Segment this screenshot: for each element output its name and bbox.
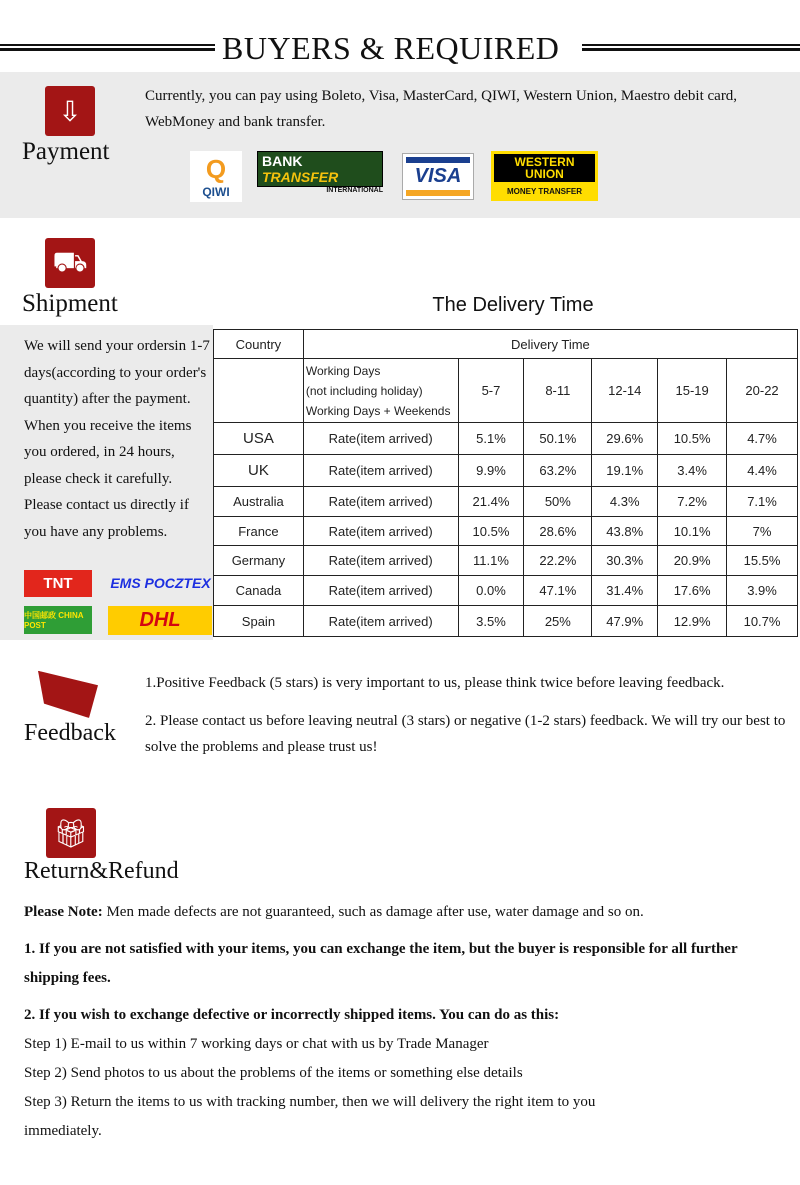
rate-value-cell: 7.2% bbox=[658, 487, 727, 517]
feedback-title: Feedback bbox=[24, 720, 116, 746]
page-header bbox=[0, 14, 800, 64]
feedback-point-2: 2. Please contact us before leaving neutral (3 stars) or negative (1-2 stars) feedback. We will try our best to solve the problems and please trust us! bbox=[145, 713, 786, 755]
rate-value-cell: 28.6% bbox=[524, 517, 592, 546]
rate-value-cell: 10.1% bbox=[658, 517, 727, 546]
header-rule-left bbox=[0, 44, 215, 51]
rate-value-cell: 63.2% bbox=[524, 455, 592, 487]
rate-value-cell: 50% bbox=[524, 487, 592, 517]
refund-point-2: 2. If you wish to exchange defective or incorrectly shipped items. You can do as this: bbox=[24, 1007, 560, 1023]
shipment-left-panel bbox=[0, 325, 213, 640]
refund-body bbox=[24, 898, 744, 1146]
table-row bbox=[214, 423, 798, 455]
qiwi-logo: Q QIWI bbox=[190, 151, 242, 202]
rate-label-cell: Rate(item arrived) bbox=[303, 606, 458, 637]
table-row bbox=[214, 487, 798, 517]
payment-section bbox=[0, 72, 800, 218]
rate-value-cell: 7% bbox=[727, 517, 798, 546]
country-cell: Germany bbox=[214, 546, 304, 576]
rate-value-cell: 11.1% bbox=[458, 546, 524, 576]
shipment-text: We will send your ordersin 1-7 days(according to your order's quantity) after the payment. When you receive the items you ordered, in 24 hours, please check it carefully. Please contact us directly if you have any problems. bbox=[24, 338, 210, 540]
rate-value-cell: 5.1% bbox=[458, 423, 524, 455]
rate-value-cell: 21.4% bbox=[458, 487, 524, 517]
rate-value-cell: 47.9% bbox=[592, 606, 658, 637]
table-row bbox=[214, 546, 798, 576]
rate-value-cell: 31.4% bbox=[592, 576, 658, 606]
dhl-logo: DHL bbox=[108, 606, 212, 635]
refund-step-3: Step 3) Return the items to us with tracking number, then we will delivery the right item to you immediately. bbox=[24, 1094, 596, 1139]
payment-title: Payment bbox=[22, 138, 110, 165]
shipment-title: Shipment bbox=[22, 290, 118, 317]
working-days-cell: Working Days (not including holiday) Working Days + Weekends bbox=[303, 359, 458, 423]
country-cell: Spain bbox=[214, 606, 304, 637]
download-tray-icon: ⇩ bbox=[45, 86, 95, 136]
ems-logo: EMS POCZTEX bbox=[110, 575, 211, 591]
visa-logo: VISA bbox=[402, 153, 474, 200]
china-post-logo: 中国邮政 CHINA POST bbox=[24, 606, 92, 634]
country-cell: France bbox=[214, 517, 304, 546]
refund-note: Please Note: Men made defects are not guaranteed, such as damage after use, water damage and so on. bbox=[24, 904, 644, 920]
delivery-truck-icon: ⛟ bbox=[45, 238, 95, 288]
rate-value-cell: 47.1% bbox=[524, 576, 592, 606]
table-row bbox=[214, 606, 798, 637]
rate-label-cell: Rate(item arrived) bbox=[303, 423, 458, 455]
rate-value-cell: 15.5% bbox=[727, 546, 798, 576]
table-row bbox=[214, 455, 798, 487]
rate-value-cell: 19.1% bbox=[592, 455, 658, 487]
rate-value-cell: 22.2% bbox=[524, 546, 592, 576]
refund-point-1: 1. If you are not satisfied with your items, you can exchange the item, but the buyer is responsible for all further shipping fees. bbox=[24, 941, 738, 986]
flag-icon bbox=[38, 671, 98, 719]
refund-step-1: Step 1) E-mail to us within 7 working days or chat with us by Trade Manager bbox=[24, 1036, 489, 1052]
rate-value-cell: 20.9% bbox=[658, 546, 727, 576]
country-cell: Australia bbox=[214, 487, 304, 517]
rate-value-cell: 0.0% bbox=[458, 576, 524, 606]
rate-value-cell: 9.9% bbox=[458, 455, 524, 487]
range-header: 5-7 bbox=[458, 359, 524, 423]
gift-icon: 🎁︎ bbox=[46, 808, 96, 858]
rate-value-cell: 3.9% bbox=[727, 576, 798, 606]
rate-value-cell: 25% bbox=[524, 606, 592, 637]
feedback-point-1: 1.Positive Feedback (5 stars) is very important to us, please think twice before leaving feedback. bbox=[145, 675, 725, 691]
refund-title: Return&Refund bbox=[24, 858, 179, 884]
range-header: 20-22 bbox=[727, 359, 798, 423]
rate-label-cell: Rate(item arrived) bbox=[303, 546, 458, 576]
range-header: 15-19 bbox=[658, 359, 727, 423]
country-cell: UK bbox=[214, 455, 304, 487]
rate-label-cell: Rate(item arrived) bbox=[303, 487, 458, 517]
tnt-logo: TNT bbox=[24, 570, 92, 597]
western-union-logo: WESTERN UNION MONEY TRANSFER bbox=[491, 151, 598, 201]
country-cell: Canada bbox=[214, 576, 304, 606]
bank-transfer-logo: BANK TRANSFER INTERNATIONAL bbox=[257, 154, 383, 190]
header-rule-right bbox=[582, 44, 800, 51]
rate-value-cell: 43.8% bbox=[592, 517, 658, 546]
empty-cell bbox=[214, 359, 304, 423]
rate-value-cell: 29.6% bbox=[592, 423, 658, 455]
rate-value-cell: 7.1% bbox=[727, 487, 798, 517]
rate-label-cell: Rate(item arrived) bbox=[303, 455, 458, 487]
table-row bbox=[214, 576, 798, 606]
rate-label-cell: Rate(item arrived) bbox=[303, 576, 458, 606]
delivery-table-title: The Delivery Time bbox=[432, 294, 594, 316]
rate-value-cell: 3.4% bbox=[658, 455, 727, 487]
delivery-time-header: Delivery Time bbox=[303, 330, 797, 359]
table-row bbox=[214, 517, 798, 546]
rate-value-cell: 10.5% bbox=[458, 517, 524, 546]
country-cell: USA bbox=[214, 423, 304, 455]
rate-value-cell: 3.5% bbox=[458, 606, 524, 637]
delivery-time-table bbox=[213, 329, 798, 637]
rate-value-cell: 4.7% bbox=[727, 423, 798, 455]
refund-step-2: Step 2) Send photos to us about the problems of the items or something else details bbox=[24, 1065, 523, 1081]
rate-value-cell: 10.7% bbox=[727, 606, 798, 637]
page-title: BUYERS & REQUIRED bbox=[222, 30, 560, 66]
rate-value-cell: 10.5% bbox=[658, 423, 727, 455]
rate-value-cell: 17.6% bbox=[658, 576, 727, 606]
country-header: Country bbox=[214, 330, 304, 359]
rate-value-cell: 12.9% bbox=[658, 606, 727, 637]
rate-label-cell: Rate(item arrived) bbox=[303, 517, 458, 546]
rate-value-cell: 4.4% bbox=[727, 455, 798, 487]
rate-value-cell: 50.1% bbox=[524, 423, 592, 455]
payment-text: Currently, you can pay using Boleto, Visa, MasterCard, QIWI, Western Union, Maestro debit card, WebMoney and bank transfer. bbox=[145, 88, 738, 130]
range-header: 8-11 bbox=[524, 359, 592, 423]
range-header: 12-14 bbox=[592, 359, 658, 423]
rate-value-cell: 30.3% bbox=[592, 546, 658, 576]
rate-value-cell: 4.3% bbox=[592, 487, 658, 517]
